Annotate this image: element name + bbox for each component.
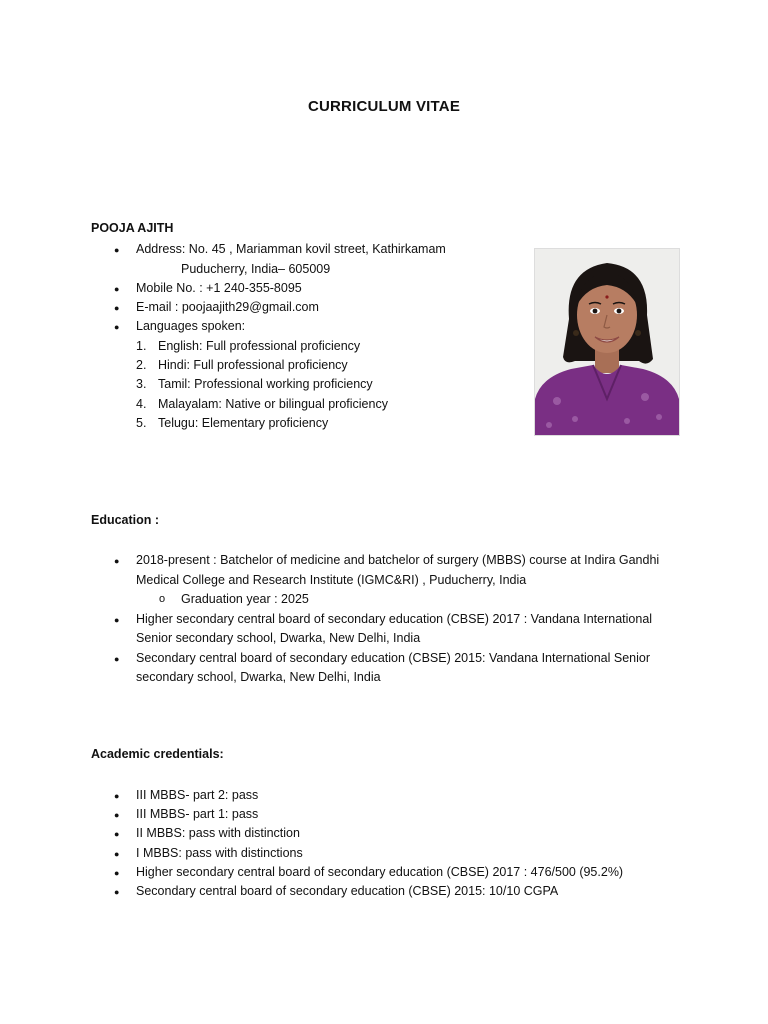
- bullet-icon: ●: [114, 245, 120, 255]
- bullet-icon: ●: [114, 829, 120, 839]
- education-text: Medical College and Research Institute (IGMC&RI) , Puducherry, India: [136, 573, 527, 587]
- address-line-2: Puducherry, India– 605009: [181, 262, 331, 276]
- list-number: 4.: [136, 397, 147, 411]
- bullet-icon: ●: [114, 615, 120, 625]
- address-line-1: Address: No. 45 , Mariamman kovil street, Kathirkamam: [136, 242, 446, 256]
- language-text: Telugu: Elementary proficiency: [158, 416, 329, 430]
- language-text: Malayalam: Native or bilingual proficiency: [158, 397, 388, 411]
- education-text: secondary school, Dwarka, New Delhi, India: [136, 670, 381, 684]
- list-number: 5.: [136, 416, 147, 430]
- education-text: 2018-present : Batchelor of medicine and batchelor of surgery (MBBS) course at Indira Gandhi: [136, 553, 660, 567]
- academic-text: III MBBS- part 1: pass: [136, 807, 259, 821]
- bullet-icon: ●: [114, 284, 120, 294]
- bullet-icon: ●: [114, 654, 120, 664]
- graduation-year: Graduation year : 2025: [181, 592, 309, 606]
- bullet-icon: ●: [114, 810, 120, 820]
- list-number: 3.: [136, 377, 147, 391]
- mobile-number: Mobile No. : +1 240-355-8095: [136, 281, 302, 295]
- education-text: Senior secondary school, Dwarka, New Delhi, India: [136, 631, 421, 645]
- bullet-icon: ●: [114, 849, 120, 859]
- list-number: 1.: [136, 339, 147, 353]
- bullet-icon: ●: [114, 303, 120, 313]
- bullet-icon: ●: [114, 868, 120, 878]
- academic-text: I MBBS: pass with distinctions: [136, 846, 303, 860]
- bullet-icon: ●: [114, 887, 120, 897]
- profile-photo: [534, 248, 680, 436]
- list-number: 2.: [136, 358, 147, 372]
- bullet-icon: ●: [114, 556, 120, 566]
- education-heading: Education :: [91, 513, 160, 527]
- bullet-icon: ●: [114, 791, 120, 801]
- language-text: English: Full professional proficiency: [158, 339, 361, 353]
- education-text: Secondary central board of secondary education (CBSE) 2015: Vandana International Senior: [136, 651, 650, 665]
- academic-heading: Academic credentials:: [91, 747, 224, 761]
- email-address: E-mail : poojaajith29@gmail.com: [136, 300, 319, 314]
- language-text: Hindi: Full professional proficiency: [158, 358, 348, 372]
- education-text: Higher secondary central board of secondary education (CBSE) 2017 : Vandana International: [136, 612, 653, 626]
- academic-text: II MBBS: pass with distinction: [136, 826, 300, 840]
- portrait-illustration: [535, 249, 679, 435]
- candidate-name: POOJA AJITH: [91, 221, 174, 235]
- circle-bullet-icon: o: [159, 593, 166, 605]
- language-text: Tamil: Professional working proficiency: [158, 377, 373, 391]
- bullet-icon: ●: [114, 322, 120, 332]
- languages-label: Languages spoken:: [136, 319, 246, 333]
- document-title: CURRICULUM VITAE: [307, 98, 461, 115]
- academic-text: Secondary central board of secondary education (CBSE) 2015: 10/10 CGPA: [136, 884, 559, 898]
- academic-text: III MBBS- part 2: pass: [136, 788, 259, 802]
- academic-text: Higher secondary central board of secondary education (CBSE) 2017 : 476/500 (95.2%): [136, 865, 624, 879]
